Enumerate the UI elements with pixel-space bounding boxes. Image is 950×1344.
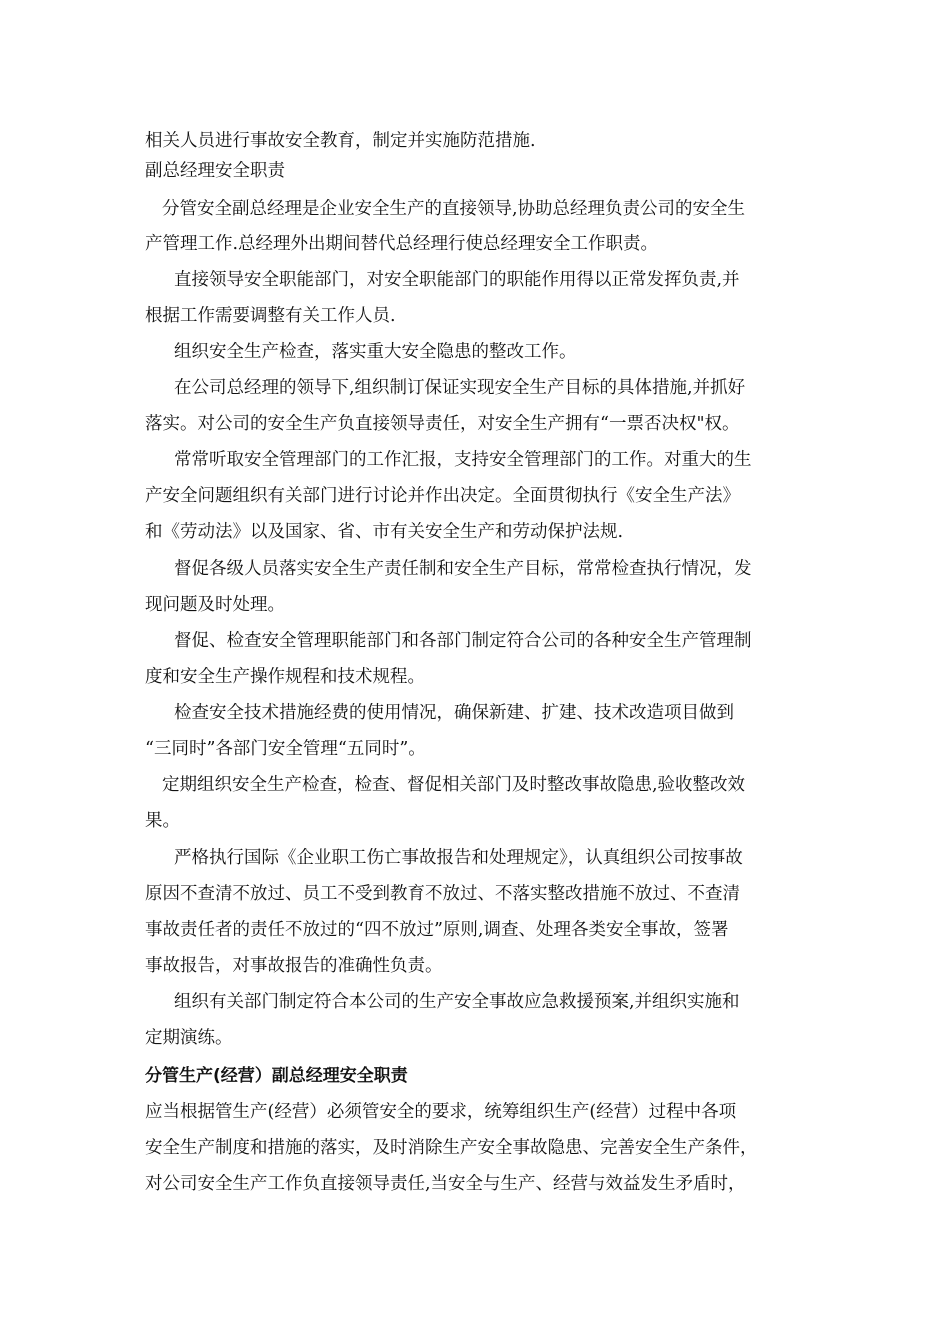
body-text-line: 严格执行国际《企业职工伤亡事故报告和处理规定》，认真组织公司按事故 [174, 848, 743, 868]
body-text-line: 应当根据管生产(经营）必须管安全的要求，统筹组织生产(经营）过程中各项 [145, 1102, 737, 1122]
body-text-line: 督促各级人员落实安全生产责任制和安全生产目标，常常检查执行情况，发 [174, 559, 752, 579]
body-text-line: 相关人员进行事故安全教育，制定并实施防范措施. [145, 131, 536, 151]
body-text-line: 原因不查清不放过、员工不受到教育不放过、不落实整改措施不放过、不查清 [145, 884, 740, 904]
body-text-line: 分管安全副总经理是企业安全生产的直接领导,协助总经理负责公司的安全生 [162, 199, 746, 219]
body-text-line: 事故责任者的责任不放过的“四不放过”原则,调查、处理各类安全事故，签署 [145, 920, 729, 940]
body-text-line: 督促、检查安全管理职能部门和各部门制定符合公司的各种安全生产管理制 [174, 631, 752, 651]
body-text-line: 常常听取安全管理部门的工作汇报，支持安全管理部门的工作。对重大的生 [174, 450, 752, 470]
body-text-line: 安全生产制度和措施的落实，及时消除生产安全事故隐患、完善安全生产条件， [145, 1138, 758, 1158]
body-text-line: 定期演练。 [145, 1028, 233, 1048]
body-text-line: 直接领导安全职能部门，对安全职能部门的职能作用得以正常发挥负责,并 [174, 270, 740, 290]
body-text-line: 对公司安全生产工作负直接领导责任,当安全与生产、经营与效益发生矛盾时， [145, 1174, 746, 1194]
section-heading-bold: 分管生产(经营）副总经理安全职责 [145, 1066, 408, 1086]
section-heading: 副总经理安全职责 [145, 161, 285, 181]
body-text-line: 落实。对公司的安全生产负直接领导责任，对安全生产拥有“一票否决权"权。 [145, 414, 740, 434]
body-text-line: 产安全问题组织有关部门进行讨论并作出决定。全面贯彻执行《安全生产法》 [145, 486, 740, 506]
body-text-line: 根据工作需要调整有关工作人员. [145, 306, 396, 326]
body-text-line: 果。 [145, 811, 180, 831]
body-text-line: 现问题及时处理。 [145, 595, 285, 615]
body-text-line: 组织有关部门制定符合本公司的生产安全事故应急救援预案,并组织实施和 [174, 992, 740, 1012]
body-text-line: 检查安全技术措施经费的使用情况，确保新建、扩建、技术改造项目做到 [174, 703, 734, 723]
body-text-line: 在公司总经理的领导下,组织制订保证实现安全生产目标的具体措施,并抓好 [174, 378, 746, 398]
body-text-line: 产管理工作.总经理外出期间替代总经理行使总经理安全工作职责。 [145, 234, 659, 254]
body-text-line: 度和安全生产操作规程和技术规程。 [145, 667, 425, 687]
body-text-line: 和《劳动法》以及国家、省、市有关安全生产和劳动保护法规. [145, 522, 624, 542]
body-text-line: 定期组织安全生产检查，检查、督促相关部门及时整改事故隐患,验收整改效 [162, 775, 746, 795]
body-text-line: 组织安全生产检查，落实重大安全隐患的整改工作。 [174, 342, 577, 362]
body-text-line: “三同时”各部门安全管理“五同时”。 [145, 739, 426, 759]
body-text-line: 事故报告，对事故报告的准确性负责。 [145, 956, 443, 976]
